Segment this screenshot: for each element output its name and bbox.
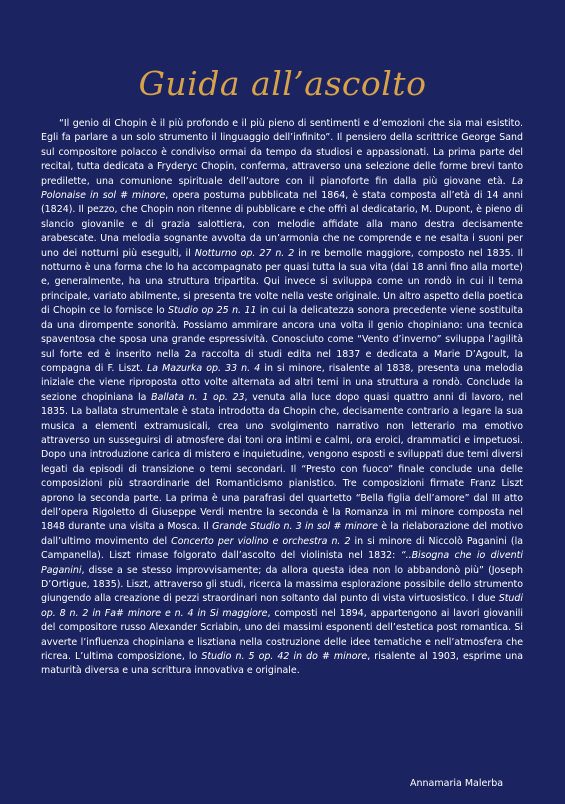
work-title: Studio n. 5 op. 42 in do # minore	[201, 651, 368, 663]
quote: “..Bisogna che io diventi Paganini	[41, 550, 523, 576]
work-title: Notturno op. 27 n. 2	[194, 247, 295, 259]
work-title: Studi op. 8 n. 2 in Fa# minore e n. 4 in Si maggiore	[41, 593, 523, 619]
work-title: La Polonaise in sol # minore	[41, 175, 523, 202]
author-signature: Annamaria Malerba	[410, 778, 504, 789]
text-run: in cui la delicatezza sonora precedente viene sostituita da una dirompente sonorità. Possiamo ammirare ancora una volta il genio chopiniano: una tecnica spaventosa che sposa una grande espressività. Conosciuto come “Vento d’inverno” sviluppa l’agilità sul forte ed è inserito nella 2a raccolta di studi edita nel 1837 e dedicata a Marie D’Agoult, la compagna di F. Liszt.	[41, 305, 524, 374]
work-title: Concerto per violino e orchestra n. 2	[171, 535, 351, 547]
text-run: , risalente al 1903, esprime una maturità diversa e una scrittura innovativa e originale.	[41, 651, 523, 677]
text-run: in si minore di Niccolò Paganini (la Campanella). Liszt rimase folgorato dall’ascolto del violinista nel 1832:	[41, 535, 523, 562]
work-title: Studio op 25 n. 11	[168, 305, 257, 317]
page-title: Guida all’ascolto	[138, 64, 427, 103]
text-run: è la rielaborazione del motivo dall’ultimo movimento del	[41, 521, 523, 547]
work-title: Ballata n. 1 op. 23	[151, 391, 245, 403]
text-run: , composti nel 1894, appartengono ai lavori giovanili del compositore russo Alexander Scriabin, uno dei massimi esponenti dell’estetica post romantica. Si avverte l’influenza chopiniana e lisztiana nella costruzione delle idee tematiche e nell’atmosfera che ricrea. L’ultima composizione, lo	[41, 607, 523, 663]
body-paragraph	[41, 117, 523, 679]
work-title: La Mazurka op. 33 n. 4	[147, 362, 261, 374]
text-run: “Il genio di Chopin è il più profondo e il più pieno di sentimenti e d’emozioni che sia mai esistito. Egli fa parlare a un solo strumento il linguaggio dell’infinito”. Il pensiero della scrittrice George Sand sul compositore polacco è condiviso ormai da tempo da studiosi e appassionati. La prima parte del recital, tutta dedicata a Fryderyc Chopin, conferma, attraverso una selezione delle forme brevi tanto predilette, una comunione spirituale dell’autore con il pianoforte fin dalla più giovane età.	[41, 118, 523, 187]
text-run: in re bemolle maggiore, composto nel 1835. Il notturno è una forma che lo ha accompagnato per quasi tutta la sua vita (dai 18 anni fino alla morte) e, generalmente, ha una struttura tripartita. Qui invece si sviluppa come un rondò in cui il tema principale, variato abilmente, si presenta tre volte nella veste originale. Un altro aspetto della poetica di Chopin ce lo fornisce lo	[41, 247, 523, 317]
text-run: , venuta alla luce dopo quasi quattro anni di lavoro, nel 1835. La ballata strumentale è stata introdotta da Chopin che, decisamente contrario a legare la sua musica a elementi extramusicali, crea uno svolgimento narrativo non letterario ma emotivo attraverso un susseguirsi di atmosfere dai toni ora intimi e calmi, ora eroici, drammatici e impetuosi. Dopo una introduzione carica di mistero e inquietudine, vengono esposti e sviluppati due temi diversi legati da episodi di transizione o temi secondari. Il “Presto con fuoco” finale conclude una delle composizioni più straordinarie del Romanticismo pianistico. Tre composizioni firmate Franz Liszt aprono la seconda parte. La prima è una parafrasi del quartetto “Bella figlia dell’amore” dal III atto dell’opera Rigoletto di Giuseppe Verdi mentre la seconda è la Romanza in mi minore composta nel 1848 durante una visita a Mosca. Il	[41, 391, 523, 533]
text-run: in si minore, risalente al 1838, presenta una melodia iniziale che viene riproposta otto volte alternata ad altri temi in una struttura a rondò. Conclude la sezione chopiniana la	[41, 362, 523, 403]
work-title: Grande Studio n. 3 in sol # minore	[212, 521, 378, 533]
text-run: , opera postuma pubblicata nel 1864, è stata composta all’età di 14 anni (1824). Il pezzo, che Chopin non ritenne di pubblicare e che offrì al dedicatario, M. Dupont, è pieno di slancio giovanile e di grazia salottiera, con melodie affidate alla mano destra decisamente arabescate. Una melodia sognante avvolta da un’armonia che ne comprende e ne esalta i suoni per uno dei notturni più eseguiti, il	[41, 190, 523, 259]
text-run: , disse a se stesso improvvisamente; da allora questa idea non lo abbandonò più” (Joseph D’Ortigue, 1835). Liszt, attraverso gli studi, ricerca la massima esplorazione possibile dello strumento giungendo alla creazione di pezzi straordinari non soltanto dal punto di vista virtuosistico. I due	[41, 564, 523, 605]
